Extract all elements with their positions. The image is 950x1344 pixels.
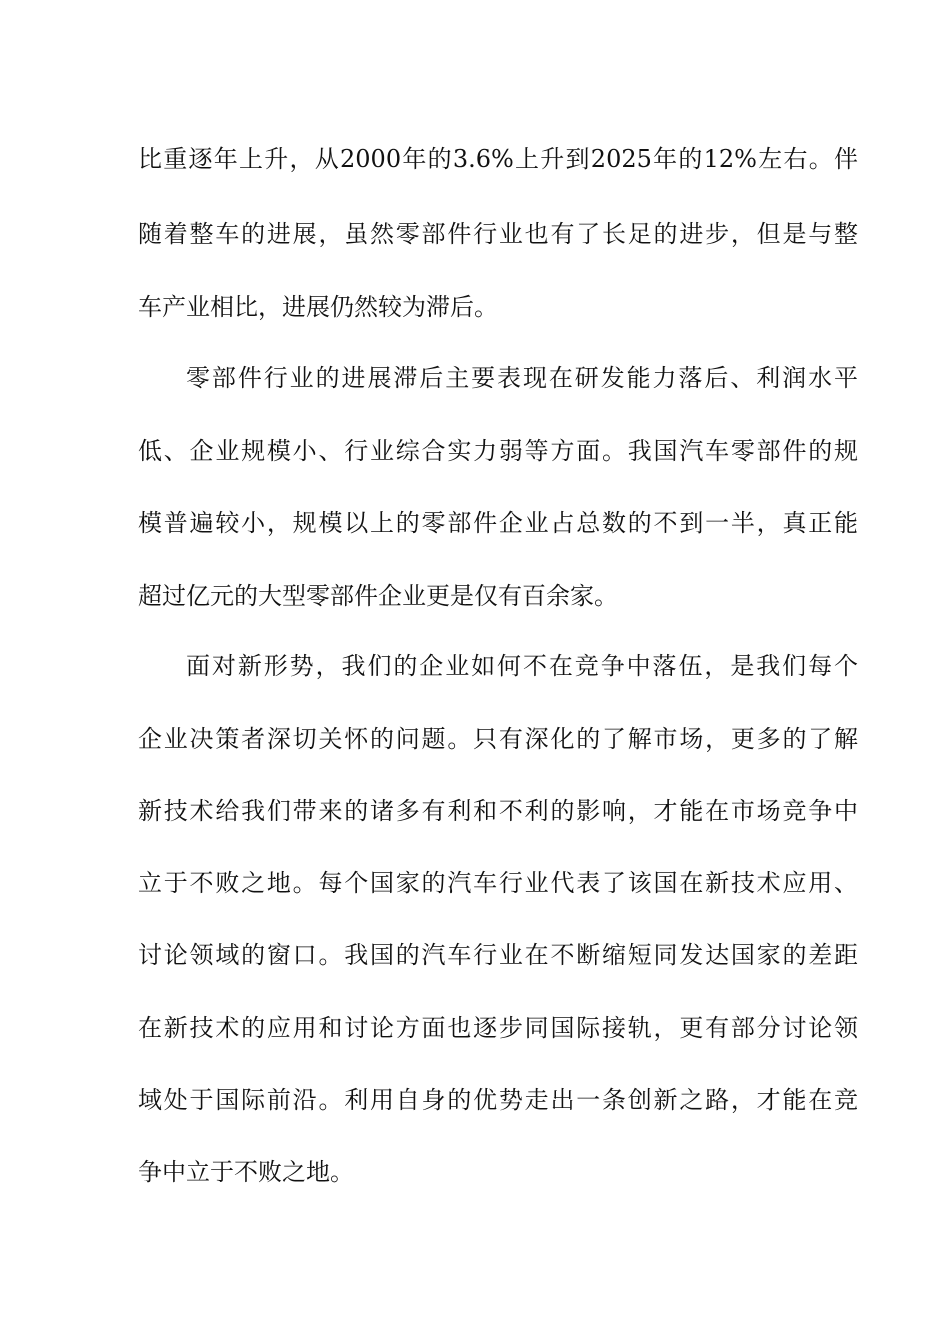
paragraph-2-line-2: 低、企业规模小、行业综合实力弱等方面。我国汽车零部件的规 bbox=[138, 437, 858, 465]
paragraph-1-line-3: 车产业相比，进展仍然较为滞后。 bbox=[138, 293, 498, 321]
paragraph-3-line-5: 讨论领域的窗口。我国的汽车行业在不断缩短同发达国家的差距 bbox=[138, 941, 858, 969]
paragraph-3-line-4: 立于不败之地。每个国家的汽车行业代表了该国在新技术应用、 bbox=[138, 869, 858, 897]
paragraph-3-line-8: 争中立于不败之地。 bbox=[138, 1158, 354, 1186]
paragraph-3-line-2: 企业决策者深切关怀的问题。只有深化的了解市场，更多的了解 bbox=[138, 725, 858, 753]
paragraph-1-line-2: 随着整车的进展，虽然零部件行业也有了长足的进步，但是与整 bbox=[138, 220, 858, 248]
paragraph-2-line-1: 零部件行业的进展滞后主要表现在研发能力落后、利润水平 bbox=[186, 364, 858, 392]
paragraph-2-line-3: 模普遍较小，规模以上的零部件企业占总数的不到一半，真正能 bbox=[138, 509, 858, 537]
paragraph-3-line-6: 在新技术的应用和讨论方面也逐步同国际接轨，更有部分讨论领 bbox=[138, 1014, 858, 1042]
paragraph-3-line-7: 域处于国际前沿。利用自身的优势走出一条创新之路，才能在竞 bbox=[138, 1086, 858, 1114]
paragraph-2-line-4: 超过亿元的大型零部件企业更是仅有百余家。 bbox=[138, 582, 618, 610]
paragraph-1-line-1: 比重逐年上升，从2000年的3.6%上升到2025年的12%左右。伴 bbox=[138, 145, 858, 173]
paragraph-3-line-1: 面对新形势，我们的企业如何不在竞争中落伍，是我们每个 bbox=[186, 652, 858, 680]
paragraph-3-line-3: 新技术给我们带来的诸多有利和不利的影响，才能在市场竞争中 bbox=[138, 797, 858, 825]
